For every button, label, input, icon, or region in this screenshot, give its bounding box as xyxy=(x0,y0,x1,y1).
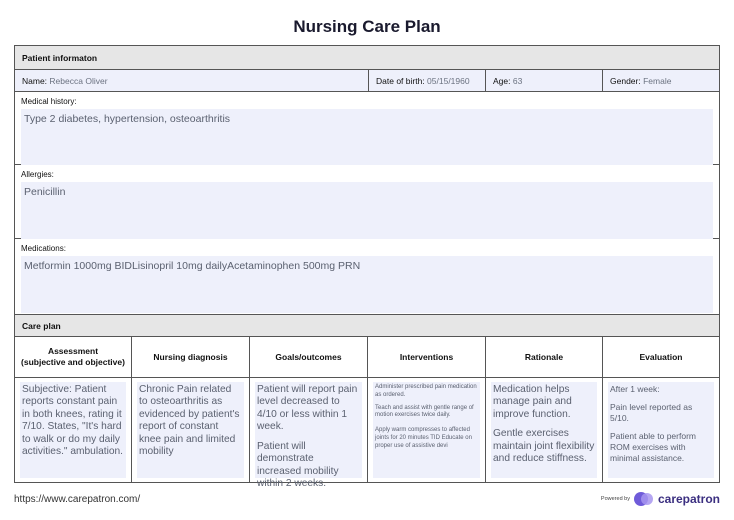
medications-block xyxy=(15,239,719,315)
interventions-field[interactable] xyxy=(373,382,480,478)
evaluation-1: After 1 week: xyxy=(610,384,660,394)
interventions-column-header: Interventions xyxy=(368,337,486,377)
medications-field[interactable]: Metformin 1000mg BIDLisinopril 10mg dailyAcetaminophen 500mg PRN xyxy=(21,256,713,313)
carepatron-logo-icon xyxy=(634,490,654,508)
dob-label: Date of birth: xyxy=(376,76,425,86)
allergies-label: Allergies: xyxy=(21,170,54,179)
allergies-field[interactable]: Penicillin xyxy=(21,182,713,239)
gender-value: Female xyxy=(643,76,672,86)
evaluation-cell xyxy=(603,378,719,482)
intervention-2: Teach and assist with gentle range of motion exercises twice daily. xyxy=(375,404,474,419)
assessment-field[interactable]: Subjective: Patient reports constant pain in both knees, rating it 7/10. States, "It's hard to walk or do my daily activities." ambulation. xyxy=(20,382,126,478)
patient-info-row xyxy=(15,70,719,92)
age-field[interactable] xyxy=(486,70,603,91)
intervention-1: Administer prescribed pain medication as ordered. xyxy=(375,384,477,398)
goal-2: Patient will demonstrate increased mobility within 2 weeks. xyxy=(257,440,339,490)
patient-info-header: Patient informaton xyxy=(15,46,719,70)
evaluation-2: Pain level reported as 5/10. xyxy=(610,402,693,424)
name-label: Name: xyxy=(22,76,48,86)
dob-field[interactable] xyxy=(369,70,486,91)
name-field[interactable] xyxy=(15,70,369,91)
rationale-2: Gentle exercises maintain joint flexibility and reduce stiffness. xyxy=(493,428,595,465)
rationale-1: Medication helps manage pain and improve function. xyxy=(493,384,572,420)
powered-by-label: Powered by xyxy=(600,496,630,502)
gender-label: Gender: xyxy=(610,76,641,86)
medical-history-field[interactable]: Type 2 diabetes, hypertension, osteoarthritis xyxy=(21,109,713,165)
evaluation-3: Patient able to perform ROM exercises with minimal assistance. xyxy=(610,431,696,464)
assessment-cell xyxy=(15,378,132,482)
care-plan-body xyxy=(15,378,719,490)
assessment-subtitle: (subjective and objective) xyxy=(21,357,125,367)
gender-field[interactable] xyxy=(603,70,719,91)
allergies-block xyxy=(15,165,719,239)
assessment-column-header xyxy=(15,337,132,377)
diagnosis-cell xyxy=(132,378,250,482)
name-value: Rebecca Oliver xyxy=(49,76,108,86)
rationale-column-header: Rationale xyxy=(486,337,603,377)
goals-cell xyxy=(250,378,368,490)
goals-field[interactable] xyxy=(255,382,362,490)
medications-label: Medications: xyxy=(21,244,66,253)
evaluation-field[interactable] xyxy=(608,382,714,478)
interventions-cell xyxy=(368,378,486,482)
evaluation-column-header: Evaluation xyxy=(639,351,683,362)
page-title: Nursing Care Plan xyxy=(293,17,441,36)
brand-name: carepatron xyxy=(657,492,720,506)
medical-history-block xyxy=(15,92,719,165)
care-plan-header: Care plan xyxy=(15,315,719,337)
care-plan-columns xyxy=(15,337,719,378)
rationale-cell xyxy=(486,378,603,482)
goals-column-header: Goals/outcomes xyxy=(250,337,368,377)
age-value: 63 xyxy=(512,76,523,86)
medical-history-label: Medical history: xyxy=(21,97,77,106)
intervention-3: Apply warm compresses to affected joints for 20 minutes TID Educate on proper use of assistive devi xyxy=(375,427,472,449)
goal-1: Patient will report pain level decreased to 4/10 or less within 1 week. xyxy=(257,384,358,433)
care-plan-sheet xyxy=(14,45,720,490)
diagnosis-column-header: Nursing diagnosis xyxy=(132,337,250,377)
powered-by-brand xyxy=(601,490,720,508)
assessment-title: Assessment xyxy=(47,346,99,357)
diagnosis-field[interactable]: Chronic Pain related to osteoarthritis as evidenced by patient's report of constant knee pain and limited mobility xyxy=(137,382,244,478)
age-label: Age: xyxy=(493,76,511,86)
rationale-field[interactable] xyxy=(491,382,597,478)
dob-value: 05/15/1960 xyxy=(427,76,470,86)
carepatron-link[interactable]: https://www.carepatron.com/ xyxy=(14,494,141,505)
